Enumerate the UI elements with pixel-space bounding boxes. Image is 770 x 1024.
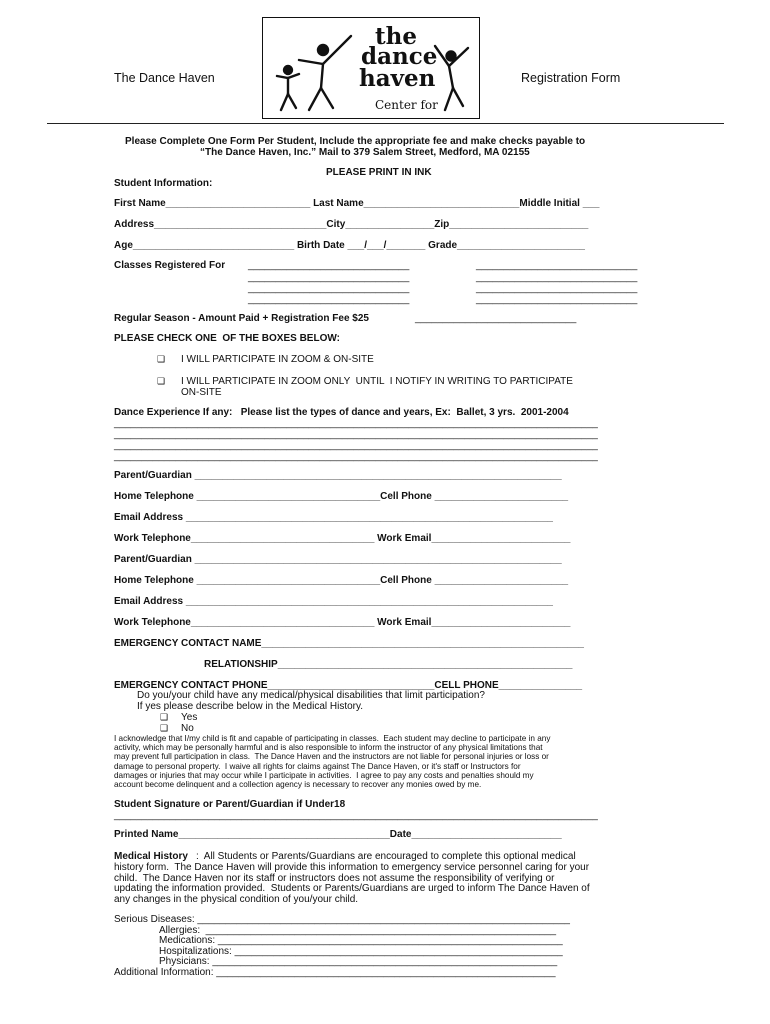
age-birthdate-grade-field[interactable]: Age_____________________________ Birth Date ___/___/_______ Grade_______________________ xyxy=(114,240,585,251)
student-info-label: Student Information: xyxy=(114,178,213,189)
experience-line-4[interactable]: _______________________________________________________________________________________ xyxy=(114,451,598,462)
checkbox-yes[interactable]: ❑ xyxy=(160,712,169,722)
serious-diseases-field[interactable]: Serious Diseases: ___________________________________________________________________ xyxy=(114,914,570,925)
waiver-line-6: account become delinquent and a collection agency is necessary to recover any monies owed by me. xyxy=(114,780,482,789)
logo-text-dance: dance xyxy=(361,43,438,70)
experience-line-1[interactable]: _______________________________________________________________________________________ xyxy=(114,418,598,429)
medical-question-note: If yes please describe below in the Medical History. xyxy=(137,701,364,712)
fee-field[interactable]: _____________________________ xyxy=(415,313,577,324)
home-cell-phone-2-field[interactable]: Home Telephone _________________________________Cell Phone ________________________ xyxy=(114,575,569,586)
fee-label: Regular Season - Amount Paid + Registration Fee $25 xyxy=(114,313,369,324)
additional-information-field[interactable]: Additional Information: _____________________________________________________________ xyxy=(114,967,556,978)
medical-question: Do you/your child have any medical/physical disabilities that limit participation? xyxy=(137,690,485,701)
checkbox-no[interactable]: ❑ xyxy=(160,723,169,733)
printed-name-date-field[interactable]: Printed Name______________________________________Date___________________________ xyxy=(114,829,562,840)
medical-history-line-4: updating the information provided. Students or Parents/Guardians are urged to inform The Dance Haven of xyxy=(114,883,590,894)
allergies-field[interactable]: Allergies: _______________________________________________________________ xyxy=(159,925,557,936)
experience-line-2[interactable]: _______________________________________________________________________________________ xyxy=(114,429,598,440)
intro-line-2: “The Dance Haven, Inc.” Mail to 379 Salem Street, Medford, MA 02155 xyxy=(200,147,530,158)
medical-history-line-1: : All Students or Parents/Guardians are encouraged to complete this optional medical xyxy=(196,851,576,862)
class-field-8[interactable]: _____________________________ xyxy=(476,294,638,305)
checkbox-zoom-onsite[interactable]: ❑ xyxy=(157,354,166,364)
yes-label: Yes xyxy=(181,712,198,723)
signature-label: Student Signature or Parent/Guardian if Under18 xyxy=(114,799,346,810)
classes-label: Classes Registered For xyxy=(114,260,226,271)
school-name: The Dance Haven xyxy=(114,71,215,85)
hospitalizations-field[interactable]: Hospitalizations: ___________________________________________________________ xyxy=(159,946,563,957)
signature-field[interactable]: _______________________________________________________________________________________ xyxy=(114,810,598,821)
physicians-field[interactable]: Physicians: ______________________________________________________________ xyxy=(159,956,558,967)
checkbox-zoom-only[interactable]: ❑ xyxy=(157,376,166,386)
parent-guardian-1-field[interactable]: Parent/Guardian __________________________________________________________________ xyxy=(114,470,562,481)
medical-history-line-2: history form. The Dance Haven will provide this information to emergency service personnel caring for your xyxy=(114,862,590,873)
header-divider xyxy=(47,123,724,124)
logo-text-center-for: Center for xyxy=(375,98,438,112)
class-field-7[interactable]: _____________________________ xyxy=(476,283,638,294)
print-note: PLEASE PRINT IN INK xyxy=(326,167,432,178)
medical-history-heading: Medical History xyxy=(114,851,188,862)
waiver-line-3: may prevent full participation in class. The Dance Haven and the instructors are not liable for personal injuries or loss or xyxy=(114,752,549,761)
medications-field[interactable]: Medications: ______________________________________________________________ xyxy=(159,935,563,946)
emergency-contact-phone-field[interactable]: EMERGENCY CONTACT PHONE______________________________CELL PHONE_______________ xyxy=(114,680,583,691)
work-phone-email-2-field[interactable]: Work Telephone_________________________________ Work Email_________________________ xyxy=(114,617,571,628)
logo-text-the: the xyxy=(375,23,417,50)
option-zoom-onsite-label: I WILL PARTICIPATE IN ZOOM & ON-SITE xyxy=(181,354,374,365)
emergency-contact-name-field[interactable]: EMERGENCY CONTACT NAME__________________________________________________________ xyxy=(114,638,584,649)
dance-experience-label: Dance Experience If any: Please list the types of dance and years, Ex: Ballet, 3 yrs. 2001-2004 xyxy=(114,407,569,418)
waiver-line-4: damage to personal property. I waive all rights for claims against The Dance Haven, or it's staff or Instructors for xyxy=(114,762,521,771)
option-zoom-only-label: I WILL PARTICIPATE IN ZOOM ONLY UNTIL I NOTIFY IN WRITING TO PARTICIPATE xyxy=(181,376,573,387)
intro-line-1: Please Complete One Form Per Student, Include the appropriate fee and make checks payable to xyxy=(125,136,586,147)
waiver-line-1: I acknowledge that I/my child is fit and capable of participating in classes. Each student may decline to participate in any xyxy=(114,734,551,743)
class-field-5[interactable]: _____________________________ xyxy=(476,260,638,271)
medical-history-line-5: any changes in the physical condition of you/your child. xyxy=(114,894,359,905)
form-title: Registration Form xyxy=(521,71,621,85)
logo xyxy=(262,17,480,119)
email-2-field[interactable]: Email Address __________________________________________________________________ xyxy=(114,596,553,607)
name-field[interactable]: First Name__________________________ Last Name____________________________Middle Initial ___ xyxy=(114,198,600,209)
class-field-1[interactable]: _____________________________ xyxy=(248,260,410,271)
email-1-field[interactable]: Email Address __________________________________________________________________ xyxy=(114,512,553,523)
work-phone-email-1-field[interactable]: Work Telephone_________________________________ Work Email_________________________ xyxy=(114,533,571,544)
home-cell-phone-1-field[interactable]: Home Telephone _________________________________Cell Phone ________________________ xyxy=(114,491,569,502)
address-field[interactable]: Address_______________________________City________________Zip_________________________ xyxy=(114,219,589,230)
medical-history-line-3: child. The Dance Haven nor its staff or instructors does not assume the responsibility of verifying or xyxy=(114,873,555,884)
waiver-line-5: damages or injuries that may occur while I participate in activities. I agree to pay any costs and penalties should my xyxy=(114,771,534,780)
checkbox-heading: PLEASE CHECK ONE OF THE BOXES BELOW: xyxy=(114,333,340,344)
class-field-3[interactable]: _____________________________ xyxy=(248,283,410,294)
class-field-2[interactable]: _____________________________ xyxy=(248,272,410,283)
experience-line-3[interactable]: _______________________________________________________________________________________ xyxy=(114,440,598,451)
option-zoom-only-label-2: ON-SITE xyxy=(181,387,222,398)
parent-guardian-2-field[interactable]: Parent/Guardian __________________________________________________________________ xyxy=(114,554,562,565)
waiver-line-2: activity, which may be personally harmful and is also responsible to inform the instructor of any physical limitations that xyxy=(114,743,543,752)
no-label: No xyxy=(181,723,194,734)
logo-text-haven: haven xyxy=(359,65,436,92)
relationship-field[interactable]: RELATIONSHIP_____________________________________________________ xyxy=(204,659,573,670)
class-field-4[interactable]: _____________________________ xyxy=(248,294,410,305)
class-field-6[interactable]: _____________________________ xyxy=(476,272,638,283)
